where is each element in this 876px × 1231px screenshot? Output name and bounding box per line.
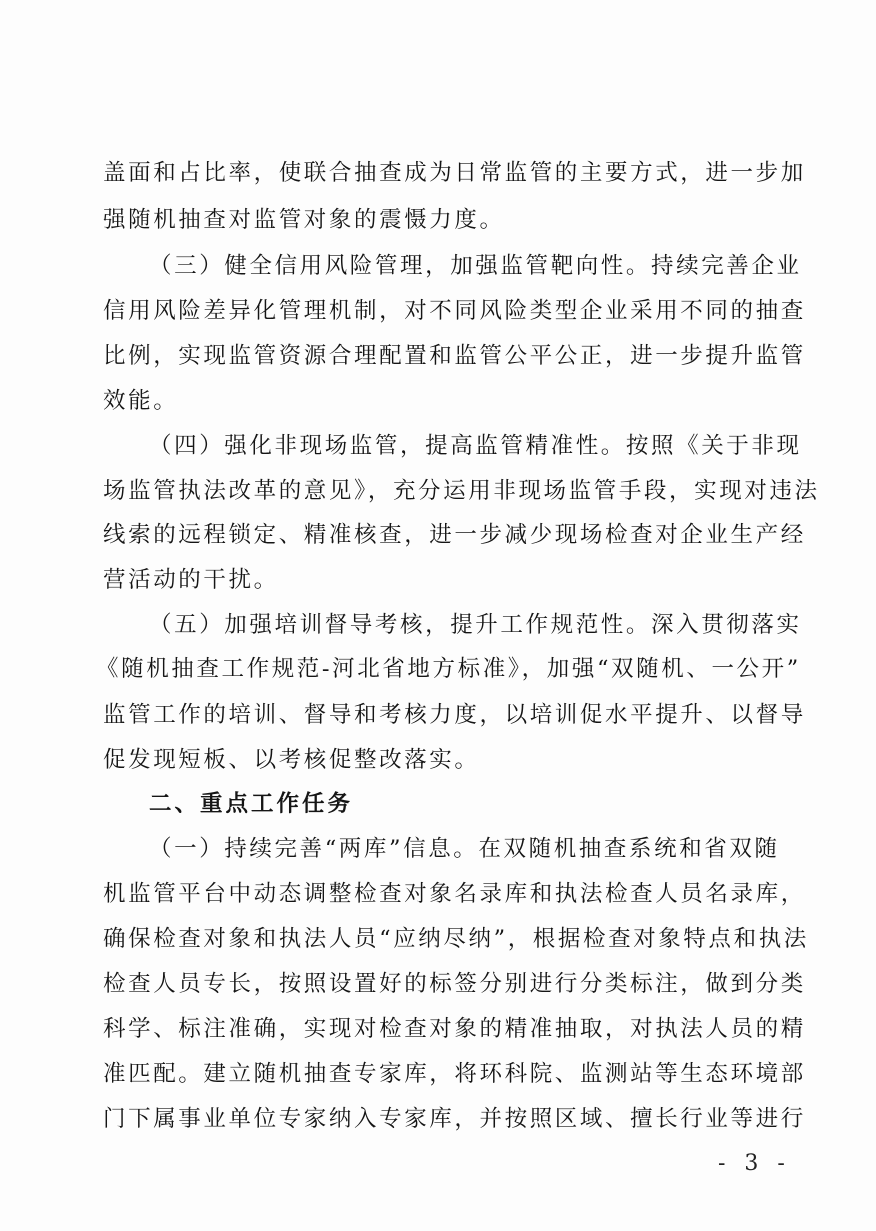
text-line: 监管工作的培训、督导和考核力度，以培训促水平提升、以督导: [103, 702, 806, 728]
text-line: 科学、标注准确，实现对检查对象的精准抽取，对执法人员的精: [103, 1016, 806, 1042]
text-line: 线索的远程锁定、精准核查，进一步减少现场检查对企业生产经: [103, 522, 806, 548]
text-line: 比例，实现监管资源合理配置和监管公平公正，进一步提升监管: [103, 343, 806, 369]
text-line: 营活动的干扰。: [103, 567, 279, 593]
text-line: 准匹配。建立随机抽查专家库，将环科院、监测站等生态环境部: [103, 1061, 806, 1087]
text-line: （三）健全信用风险管理，加强监管靶向性。持续完善企业: [149, 253, 802, 279]
text-line: 信用风险差异化管理机制，对不同风险类型企业采用不同的抽查: [103, 298, 806, 324]
text-line: 促发现短板、以考核促整改落实。: [103, 747, 480, 773]
text-line: 确保检查对象和执法人员“应纳尽纳”，根据检查对象特点和执法: [103, 926, 809, 952]
text-line: 强随机抽查对监管对象的震慑力度。: [103, 207, 505, 233]
text-line: 机监管平台中动态调整检查对象名录库和执法检查人员名录库，: [103, 881, 806, 907]
section-heading: 二、重点工作任务: [149, 791, 354, 817]
text-line: 《随机抽查工作规范-河北省地方标准》，加强“双随机、一公开”: [96, 656, 801, 682]
page-number: - 3 -: [718, 1151, 791, 1176]
text-line: 门下属事业单位专家纳入专家库，并按照区域、擅长行业等进行: [103, 1106, 806, 1132]
text-line: （四）强化非现场监管，提高监管精准性。按照《关于非现: [149, 433, 802, 459]
text-line: 场监管执法改革的意见》，充分运用非现场监管手段，实现对违法: [103, 478, 820, 504]
text-line: 盖面和占比率，使联合抽查成为日常监管的主要方式，进一步加: [103, 160, 806, 186]
text-line: （一）持续完善“两库”信息。在双随机抽查系统和省双随: [149, 836, 780, 862]
text-line: （五）加强培训督导考核，提升工作规范性。深入贯彻落实: [149, 612, 802, 638]
text-line: 效能。: [103, 388, 179, 414]
text-line: 检查人员专长，按照设置好的标签分别进行分类标注，做到分类: [103, 971, 806, 997]
